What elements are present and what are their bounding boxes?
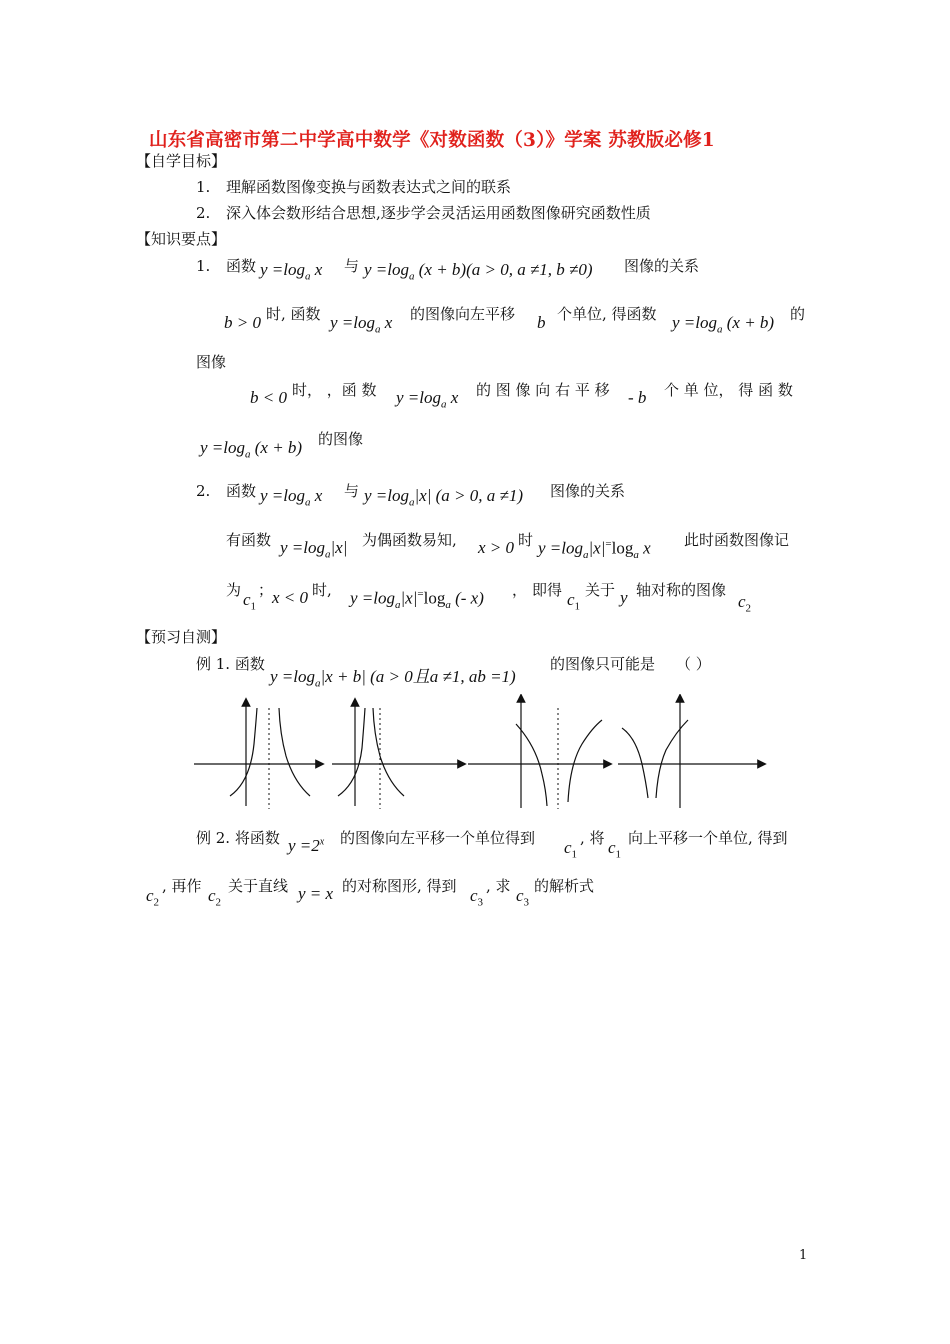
section-goals: 【自学目标】 <box>136 152 227 170</box>
k2-l2b: 关于 <box>585 581 616 599</box>
ex2-formula: $y =2^x$ <box>288 836 325 855</box>
page-number: 1 <box>799 1248 808 1263</box>
k1-cond-negative: b < 0 <box>250 388 287 407</box>
k2-y: y <box>620 588 628 607</box>
k2-c2: $c_2$ <box>738 592 752 615</box>
k2-c1-b: $c_1$ <box>567 590 581 613</box>
ex2-b2: 关于直线 <box>228 877 289 895</box>
k1-relation: 图像的关系 <box>624 257 700 275</box>
k2-and: 与 <box>344 482 360 500</box>
k2-comma: ， <box>512 581 528 599</box>
k1-de: 的 <box>790 305 806 323</box>
ex1-tail: 的图像只可能是 <box>550 655 656 673</box>
ex2-yx: y = x <box>298 884 334 903</box>
k2-cond-positive: x > 0 <box>478 538 515 557</box>
ex2-b4: , 求 <box>486 877 511 895</box>
section-preview: 【预习自测】 <box>136 628 227 646</box>
ex2-a2: , 将 <box>580 829 605 847</box>
ex2-a1: 的图像向左平移一个单位得到 <box>340 829 536 847</box>
k2-l2a: 即得 <box>532 581 563 599</box>
k2-formula-4: $y =\log_a|x|^=\log_a$ x <box>538 538 651 562</box>
graph-d <box>618 698 762 808</box>
k2-l1b: 为偶函数易知, <box>362 531 457 549</box>
graph-c <box>468 698 608 809</box>
ex1-label: 例 1. 函数 <box>196 655 265 673</box>
k1-tuxiang: 图像 <box>196 353 227 371</box>
ex2-c3: $c_3$ <box>470 886 484 909</box>
ex2-c3-b: $c_3$ <box>516 886 530 909</box>
page-title: 山东省高密市第二中学高中数学《对数函数（3）》学案 苏教版必修1 <box>149 130 715 151</box>
k1-s5: 的 图 像 向 右 平 移 <box>476 381 610 399</box>
ex2-b1: , 再作 <box>162 877 202 895</box>
k1-formula-4: $y =\log_a$ (x + b) <box>672 313 775 336</box>
k1-formula-2: $y =\log_a$ (x + b)(a > 0, a ≠1, b ≠0) <box>364 260 593 283</box>
k1-s1: 时, 函数 <box>266 305 321 323</box>
k2-formula-5: $y =\log_a|x|^=\log_a$ (- x) <box>350 588 484 612</box>
k1-lead: 函数 <box>226 257 257 275</box>
k2-semi: ； <box>258 581 274 599</box>
k2-l1a: 有函数 <box>226 531 272 549</box>
k2-cond-negative: x < 0 <box>272 588 309 607</box>
k2-lead: 函数 <box>226 482 257 500</box>
ex2-b5: 的解析式 <box>534 877 595 895</box>
k1-s3: 个单位, 得函数 <box>557 305 657 323</box>
k1-cond-positive: b > 0 <box>224 313 261 332</box>
ex2-c2: $c_2$ <box>146 886 160 909</box>
k1-minus-b: - b <box>628 388 647 407</box>
k1-b: b <box>537 313 546 332</box>
k1-num: 1. <box>196 257 211 275</box>
ex1-paren: （ ） <box>676 655 711 673</box>
k1-formula-5: $y =\log_a$ x <box>396 388 459 411</box>
k2-formula-2: $y =\log_a|x|$ (a > 0, a ≠1) <box>364 486 524 509</box>
ex2-a3: 向上平移一个单位, 得到 <box>628 829 788 847</box>
k1-s7: 的图像 <box>318 430 364 448</box>
k2-num: 2. <box>196 482 211 500</box>
ex2-b3: 的对称图形, 得到 <box>342 877 457 895</box>
goal-1-num: 1. <box>196 178 211 196</box>
graph-b <box>332 702 462 809</box>
k2-wei: 为 <box>226 581 242 599</box>
k2-l2c: 轴对称的图像 <box>636 581 727 599</box>
section-knowledge: 【知识要点】 <box>136 230 227 248</box>
k2-shi2: 时, <box>312 581 332 599</box>
k1-formula-6: $y =\log_a$ (x + b) <box>200 438 303 461</box>
ex2-label: 例 2. 将函数 <box>196 829 280 847</box>
k2-formula-1: $y =\log_a$ x <box>260 486 323 509</box>
goal-2-num: 2. <box>196 204 211 222</box>
ex2-c1: $c_1$ <box>564 838 578 861</box>
goal-1-text: 理解函数图像变换与函数表达式之间的联系 <box>226 178 512 196</box>
k2-shi: 时 <box>518 531 534 549</box>
k1-s2: 的图像向左平移 <box>410 305 516 323</box>
ex1-formula: $y =\log_a|x + b|$ (a > 0且a ≠1, ab =1) <box>270 667 516 690</box>
ex2-c1-b: $c_1$ <box>608 838 622 861</box>
k2-formula-3: $y =\log_a|x|$ <box>280 538 348 561</box>
goal-2-text: 深入体会数形结合思想,逐步学会灵活运用函数图像研究函数性质 <box>226 204 651 222</box>
k2-c1: $c_1$ <box>243 590 257 613</box>
graph-a <box>194 702 320 809</box>
ex2-c2-b: $c_2$ <box>208 886 222 909</box>
k1-formula-3: $y =\log_a$ x <box>330 313 393 336</box>
k1-formula-1: $y =\log_a$ x <box>260 260 323 283</box>
ex1-graphs <box>190 694 770 814</box>
k2-l1c: 此时函数图像记 <box>684 531 790 549</box>
k1-and: 与 <box>344 257 360 275</box>
k1-s6: 个 单 位， 得 函 数 <box>664 381 793 399</box>
k1-s4: 时， ，函 数 <box>292 381 377 399</box>
k2-relation: 图像的关系 <box>550 482 626 500</box>
